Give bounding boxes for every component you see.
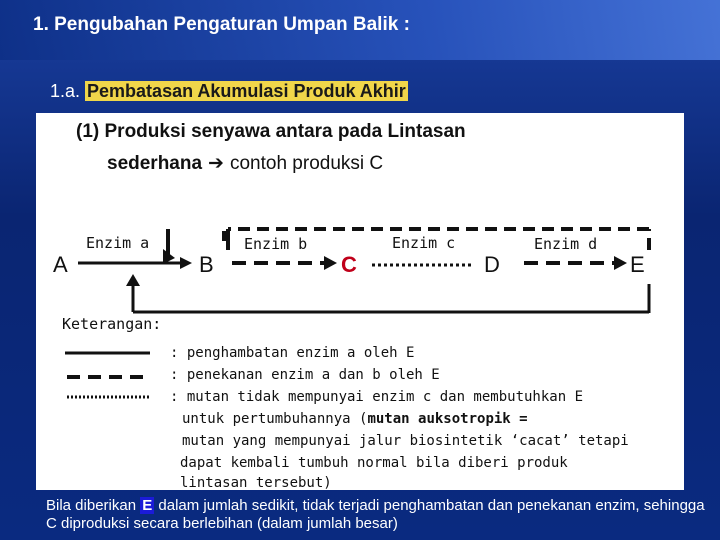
heading-sederhana: sederhana bbox=[107, 153, 203, 174]
node-b: B bbox=[199, 252, 214, 277]
legend-title: Keterangan: bbox=[62, 315, 162, 333]
legend-inhibition-text: : penghambatan enzim a oleh E bbox=[170, 345, 415, 361]
node-c: C bbox=[341, 252, 357, 277]
legend-repression-text: : penekanan enzim a dan b oleh E bbox=[170, 367, 440, 383]
node-a: A bbox=[53, 252, 68, 277]
legend-mutant-text-3: mutan yang mempunyai jalur biosintetik ‘cacat’ tetapi bbox=[182, 433, 629, 449]
subtitle-number: 1.a. bbox=[50, 81, 86, 101]
subtitle-highlight: Pembatasan Akumulasi Produk Akhir bbox=[87, 81, 406, 101]
reaction-arrow-a-b bbox=[78, 257, 192, 269]
heading-line-1: (1) Produksi senyawa antara pada Lintasan bbox=[76, 121, 466, 142]
enzyme-b-label: Enzim b bbox=[244, 235, 308, 253]
legend-line4-a: untuk pertumbuhannya ( bbox=[182, 411, 368, 427]
reaction-arrow-b-c bbox=[232, 256, 337, 270]
legend-mutant-text: : mutan tidak mempunyai enzim c dan membutuhkan E bbox=[170, 389, 584, 405]
legend-line4-bold: mutan auksotropik = bbox=[367, 411, 528, 427]
legend-mutant-text-5: lintasan tersebut) bbox=[180, 475, 332, 489]
node-d: D bbox=[484, 252, 500, 277]
legend-mutant-text-2 bbox=[182, 411, 528, 427]
footer-part-1: Bila diberikan bbox=[46, 497, 141, 514]
heading-example: contoh produksi C bbox=[229, 153, 384, 174]
reaction-arrow-d-e bbox=[524, 256, 627, 270]
footer-note bbox=[46, 497, 706, 533]
enzyme-a-label: Enzim a bbox=[86, 234, 150, 252]
enzyme-d-label: Enzim d bbox=[534, 235, 598, 253]
slide-title: 1. Pengubahan Pengaturan Umpan Balik : bbox=[33, 14, 410, 35]
right-arrow-icon: ➔ bbox=[208, 153, 224, 174]
enzyme-c-label: Enzim c bbox=[392, 234, 456, 252]
footer-part-2: dalam jumlah sedikit, tidak terjadi penghambatan dan penekanan enzim, sehingga C diproduksi secara berlebihan (dalam jumlah besar) bbox=[46, 497, 705, 532]
feedback-inhibition-line bbox=[126, 274, 649, 313]
footer-e: E bbox=[142, 497, 153, 514]
node-e: E bbox=[630, 252, 645, 277]
legend-mutant-text-4: dapat kembali tumbuh normal bila diberi produk bbox=[180, 455, 568, 471]
